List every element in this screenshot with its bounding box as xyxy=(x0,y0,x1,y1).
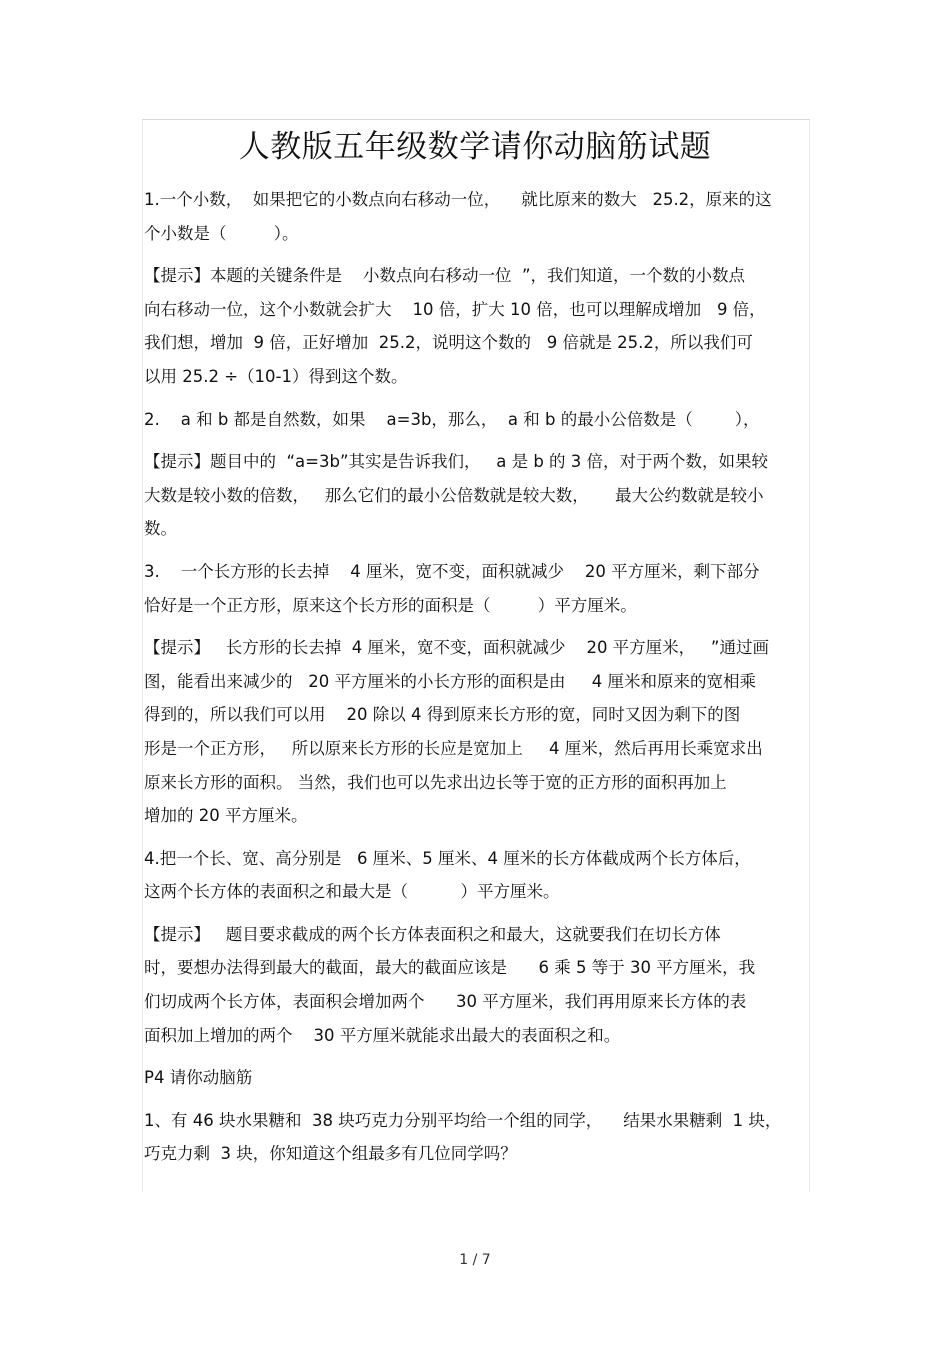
text-line: 我们想，增加 9 倍，正好增加 25.2，说明这个数的 9 倍就是 25.2，所以我们可 xyxy=(144,333,753,353)
text-line: 以用 25.2 ÷（10-1）得到这个数。 xyxy=(144,366,408,386)
text-line: 图，能看出来减少的 20 平方厘米的小长方形的面积是由 4 厘米和原来的宽相乘 xyxy=(144,671,756,691)
hint-4 xyxy=(144,918,806,1052)
text-line: 4.把一个长、宽、高分别是 6 厘米、5 厘米、4 厘米的长方体截成两个长方体后， xyxy=(144,848,751,868)
section-heading xyxy=(144,1061,806,1095)
text-line: 这两个长方体的表面积之和最大是（ ）平方厘米。 xyxy=(144,882,560,902)
text-line: 增加的 20 平方厘米。 xyxy=(144,806,308,826)
text-line: 数。 xyxy=(144,519,177,539)
text-line: 原来长方形的面积。 当然，我们也可以先求出边长等于宽的正方形的面积再加上 xyxy=(144,772,727,792)
text-line: 形是一个正方形， 所以原来长方形的长应是宽加上 4 厘米，然后再用长乘宽求出 xyxy=(144,738,763,758)
text-line: 面积加上增加的两个 30 平方厘米就能求出最大的表面积之和。 xyxy=(144,1025,621,1045)
text-line: 1.一个小数， 如果把它的小数点向右移动一位， 就比原来的数大 25.2，原来的这 xyxy=(144,190,772,209)
hint-1 xyxy=(144,259,806,393)
text-line: 们切成两个长方体，表面积会增加两个 30 平方厘米，我们再用原来长方体的表 xyxy=(144,992,747,1012)
text-line: 向右移动一位，这个小数就会扩大 10 倍，扩大 10 倍，也可以理解成增加 9 倍， xyxy=(144,299,766,319)
text-line: 1、有 46 块水果糖和 38 块巧克力分别平均给一个组的同学， 结果水果糖剩 1 块， xyxy=(144,1110,782,1130)
text-line: 【提示】 长方形的长去掉 4 厘米，宽不变，面积就减少 20 平方厘米， ”通过画 xyxy=(144,638,769,658)
exercise-1 xyxy=(144,1104,806,1171)
text-line: 【提示】 题目要求截成的两个长方体表面积之和最大，这就要我们在切长方体 xyxy=(144,924,721,944)
text-line: 时，要想办法得到最大的截面，最大的截面应该是 6 乘 5 等于 30 平方厘米，我 xyxy=(144,958,756,978)
question-4 xyxy=(144,842,806,909)
text-line: 2. a 和 b 都是自然数，如果 a=3b，那么， a 和 b 的最小公倍数是（ ）， xyxy=(144,409,760,429)
text-line: P4 请你动脑筋 xyxy=(144,1068,253,1088)
text-line: 【提示】本题的关键条件是 小数点向右移动一位 ”，我们知道，一个数的小数点 xyxy=(144,266,746,286)
text-line: 3. 一个长方形的长去掉 4 厘米，宽不变，面积就减少 20 平方厘米，剩下部分 xyxy=(144,561,760,581)
question-3 xyxy=(144,555,806,622)
page-title: 人教版五年级数学请你动脑筋试题 xyxy=(238,129,712,165)
text-line: 个小数是（ ）。 xyxy=(144,223,299,243)
page-number: 1 / 7 xyxy=(459,1252,491,1268)
question-1 xyxy=(144,183,806,250)
text-line: 得到的，所以我们可以用 20 除以 4 得到原来长方形的宽，同时又因为剩下的图 xyxy=(144,705,741,725)
text-line: 大数是较小数的倍数， 那么它们的最小公倍数就是较大数， 最大公约数就是较小 xyxy=(144,485,764,505)
question-2 xyxy=(144,403,806,437)
text-line: 巧克力剩 3 块，你知道这个组最多有几位同学吗？ xyxy=(144,1144,517,1164)
hint-3 xyxy=(144,631,806,833)
document-body xyxy=(144,183,806,1180)
text-line: 恰好是一个正方形，原来这个长方形的面积是（ ）平方厘米。 xyxy=(144,595,637,615)
text-line: 【提示】题目中的 “a=3b”其实是告诉我们， a 是 b 的 3 倍，对于两个数，如果较 xyxy=(144,452,769,472)
hint-2 xyxy=(144,445,806,546)
